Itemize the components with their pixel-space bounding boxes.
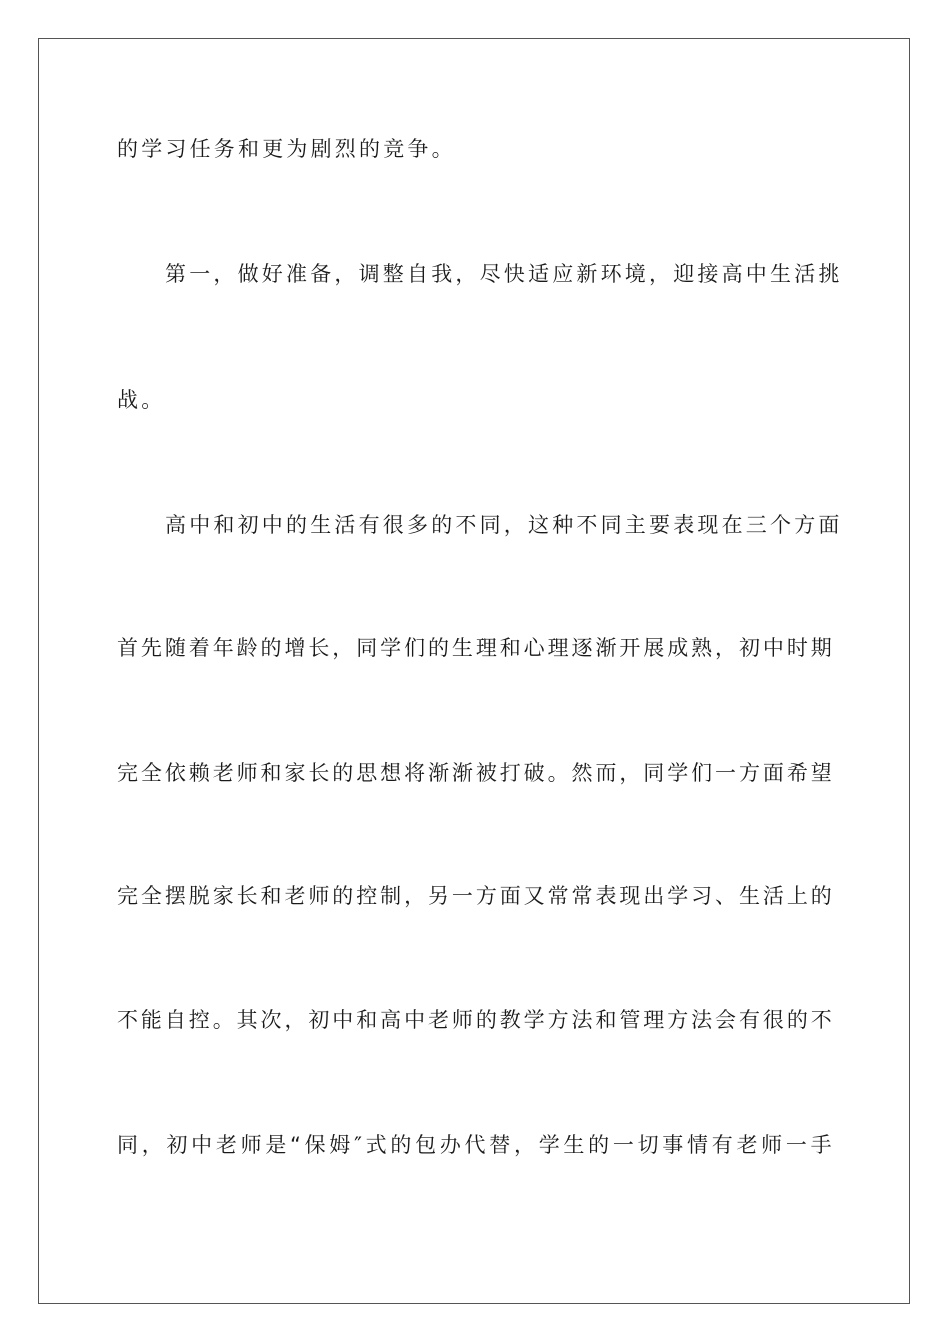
text-line-6: 完 全 依 赖 老 师 和 家 长 的 思 想 将 渐 渐 被 打 破 。 然 而 ， 同 学 们 一 方 面 希 望 (117, 761, 832, 785)
text-line-5: 首 先 随 着 年 龄 的 增 长 ， 同 学 们 的 生 理 和 心 理 逐 渐 开 展 成 熟 ， 初 中 时 期 (117, 636, 832, 660)
text-line-1: 的学习任务和更为剧烈的竞争。 (117, 137, 456, 161)
text-line-8: 不 能 自 控 。 其 次 ， 初 中 和 高 中 老 师 的 教 学 方 法 和 管 理 方 法 会 有 很 的 不 (117, 1008, 832, 1032)
paragraph-start-line: 高中和初中的生活有很多的不同，这种不同主要表现在三个方面 (165, 513, 843, 537)
paragraph-heading-line: 第一，做好准备，调整自我，尽快适应新环境，迎接高中生活挑 (165, 262, 843, 286)
text-line-9: 同 ， 初 中 老 师 是 “ 保 姆 ″ 式 的 包 办 代 替 ， 学 生 的 一 切 事 情 有 老 师 一 手 (117, 1133, 832, 1157)
text-line-7: 完 全 摆 脱 家 长 和 老 师 的 控 制 ， 另 一 方 面 又 常 常 表 现 出 学 习 、 生 活 上 的 (117, 884, 832, 908)
text-line-3: 战。 (117, 388, 166, 412)
page-border (38, 38, 910, 1304)
